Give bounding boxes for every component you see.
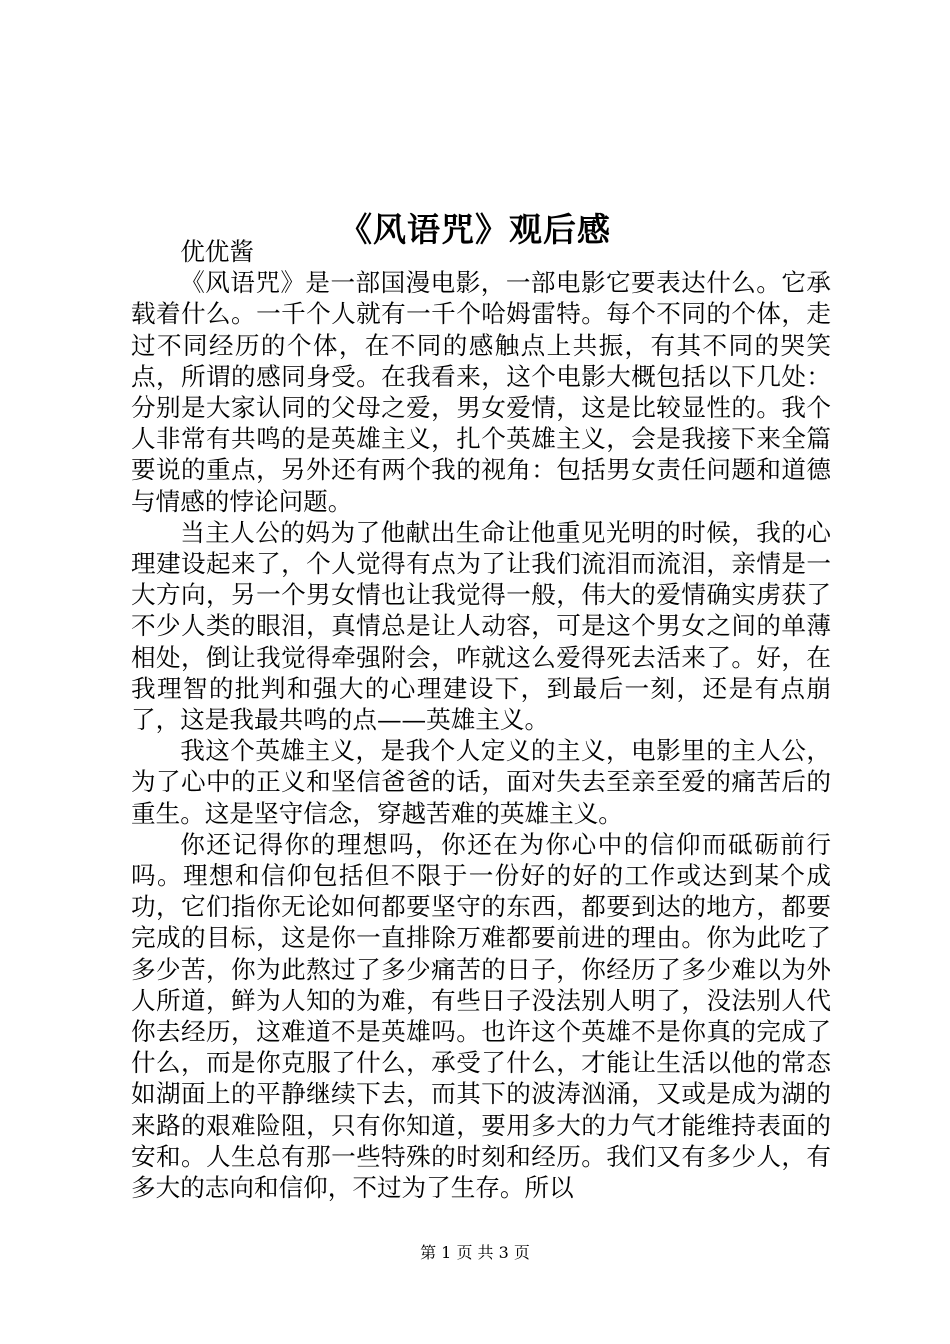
paragraph-4: 你还记得你的理想吗，你还在为你心中的信仰而砥砺前行吗。理想和信仰包括但不限于一份好的好的工作或达到某个成功，它们指你无论如何都要坚守的东西，都要到达的地方，都要完成的目标，这是你一直排除万难都要前进的理由。你为此吃了多少苦，你为此熬过了多少痛苦的日子，你经历了多少难以为外人所道，鲜为人知的为难，有些日子没法别人明了，没法别人代你去经历，这难道不是英雄吗。也许这个英雄不是你真的完成了什么，而是你克服了什么，承受了什么，才能让生活以他的常态如湖面上的平静继续下去，而其下的波涛汹涌，又或是成为湖的来路的艰难险阻，只有你知道，要用多大的力气才能维持表面的安和。人生总有那一些特殊的时刻和经历。我们又有多少人，有多大的志向和信仰，不过为了生存。所以	[131, 829, 831, 1203]
paragraph-3: 我这个英雄主义，是我个人定义的主义，电影里的主人公，为了心中的正义和坚信爸爸的话，面对失去至亲至爱的痛苦后的重生。这是坚守信念，穿越苦难的英雄主义。	[131, 736, 831, 828]
page-footer: 第 1 页 共 3 页	[420, 1243, 530, 1262]
document-title: 《风语咒》观后感	[339, 210, 611, 250]
paragraph-1: 《风语咒》是一部国漫电影，一部电影它要表达什么。它承载着什么。一千个人就有一千个哈姆雷特。每个不同的个体，走过不同经历的个体，在不同的感触点上共振，有其不同的哭笑点，所谓的感同身受。在我看来，这个电影大概包括以下几处：分别是大家认同的父母之爱，男女爱情，这是比较显性的。我个人非常有共鸣的是英雄主义，扎个英雄主义，会是我接下来全篇要说的重点，另外还有两个我的视角：包括男女责任问题和道德与情感的悖论问题。	[131, 268, 831, 516]
paragraph-2: 当主人公的妈为了他献出生命让他重见光明的时候，我的心理建设起来了，个人觉得有点为了让我们流泪而流泪，亲情是一大方向，另一个男女情也让我觉得一般，伟大的爱情确实虏获了不少人类的眼泪，真情总是让人动容，可是这个男女之间的单薄相处，倒让我觉得牵强附会，咋就这么爱得死去活来了。好，在我理智的批判和强大的心理建设下，到最后一刻，还是有点崩了，这是我最共鸣的点——英雄主义。	[131, 517, 831, 735]
author-name: 优优酱	[180, 237, 254, 266]
document-body	[131, 236, 831, 1203]
